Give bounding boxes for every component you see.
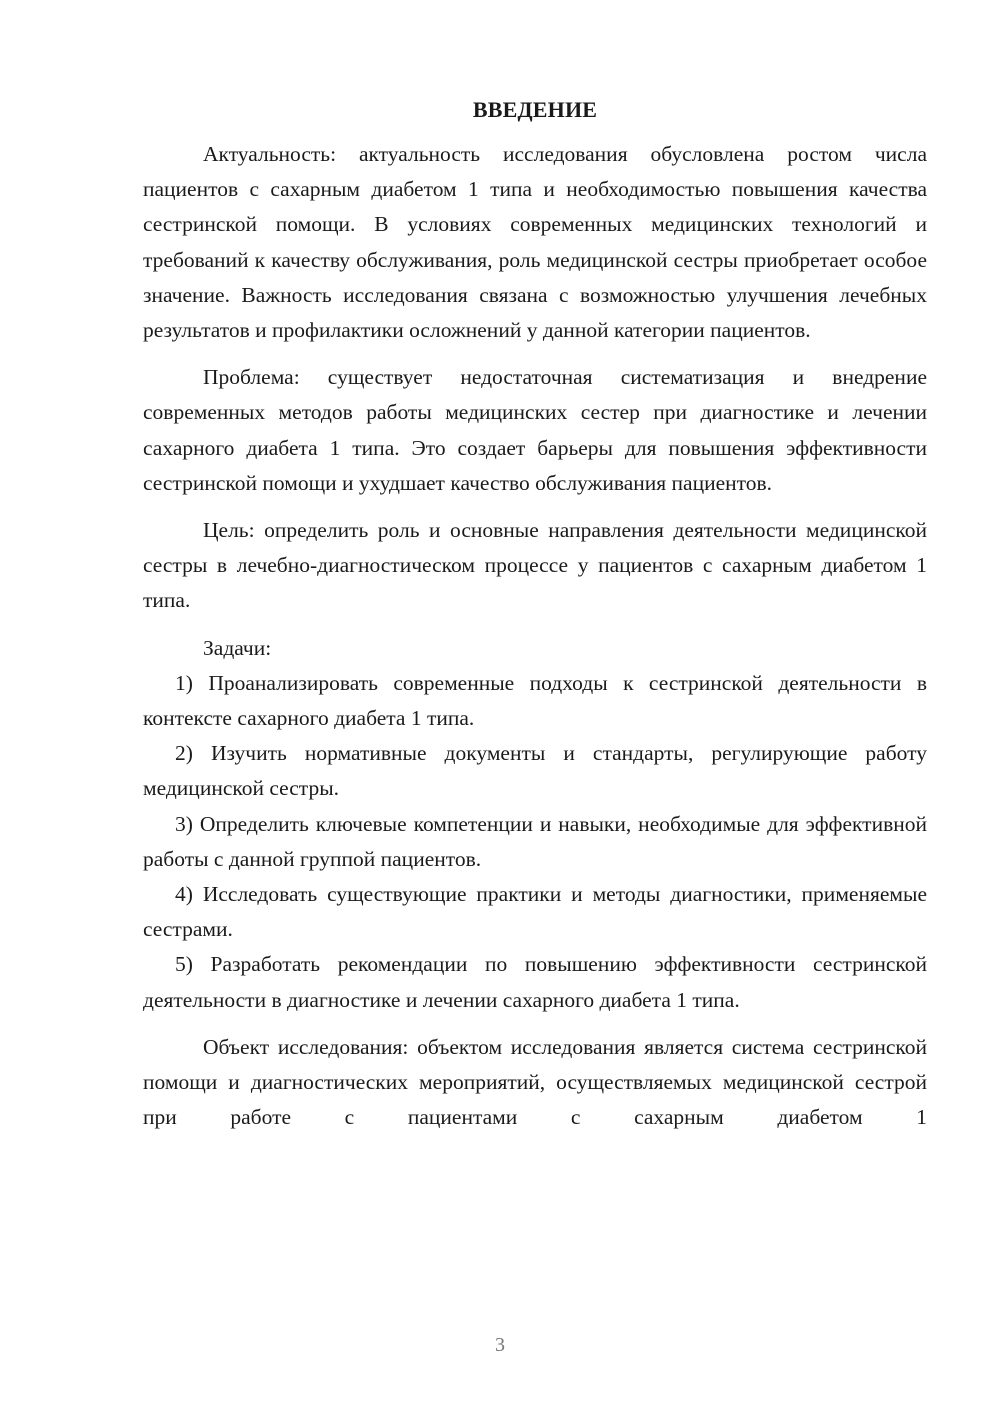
section-heading: ВВЕДЕНИЕ [472, 97, 598, 122]
document-page [143, 92, 927, 1135]
paragraph-object: Объект исследования: объектом исследования является система сестринской помощи и диагностических мероприятий, осуществляемых медицинской сестрой при работе с пациентами с сахарным диабетом 1 [143, 1034, 927, 1130]
page-number: 3 [495, 1334, 505, 1356]
task-item: 1) Проанализировать современные подходы к сестринской деятельности в контексте сахарного диабета 1 типа. [143, 670, 927, 731]
task-item: 5) Разработать рекомендации по повышению эффективности сестринской деятельности в диагностике и лечении сахарного диабета 1 типа. [143, 952, 927, 1012]
task-item: 3) Определить ключевые компетенции и навыки, необходимые для эффективной работы с данной группой пациентов. [143, 811, 927, 871]
tasks-list [143, 666, 927, 1018]
paragraph-problem: Проблема: существует недостаточная систематизация и внедрение современных методов работы медицинских сестер при диагностике и лечении сахарного диабета 1 типа. Это создает барьеры для повышения эффективности сестринской помощи и ухудшает качество обслуживания пациентов. [143, 365, 927, 495]
tasks-label: Задачи: [203, 635, 272, 660]
paragraph-goal: Цель: определить роль и основные направления деятельности медицинской сестры в лечебно-диагностическом процессе у пациентов с сахарным диабетом 1 типа. [143, 518, 927, 613]
paragraph-relevance: Актуальность: актуальность исследования обусловлена ростом числа пациентов с сахарным диабетом 1 типа и необходимостью повышения качества сестринской помощи. В условиях современных медицинских технологий и требований к качеству обслуживания, роль медицинской сестры приобретает особое значение. Важность исследования связана с возможностью улучшения лечебных результатов и профилактики осложнений у данной категории пациентов. [143, 142, 927, 343]
task-item: 2) Изучить нормативные документы и стандарты, регулирующие работу медицинской сестры. [143, 741, 927, 801]
task-item: 4) Исследовать существующие практики и методы диагностики, применяемые сестрами. [143, 882, 927, 942]
